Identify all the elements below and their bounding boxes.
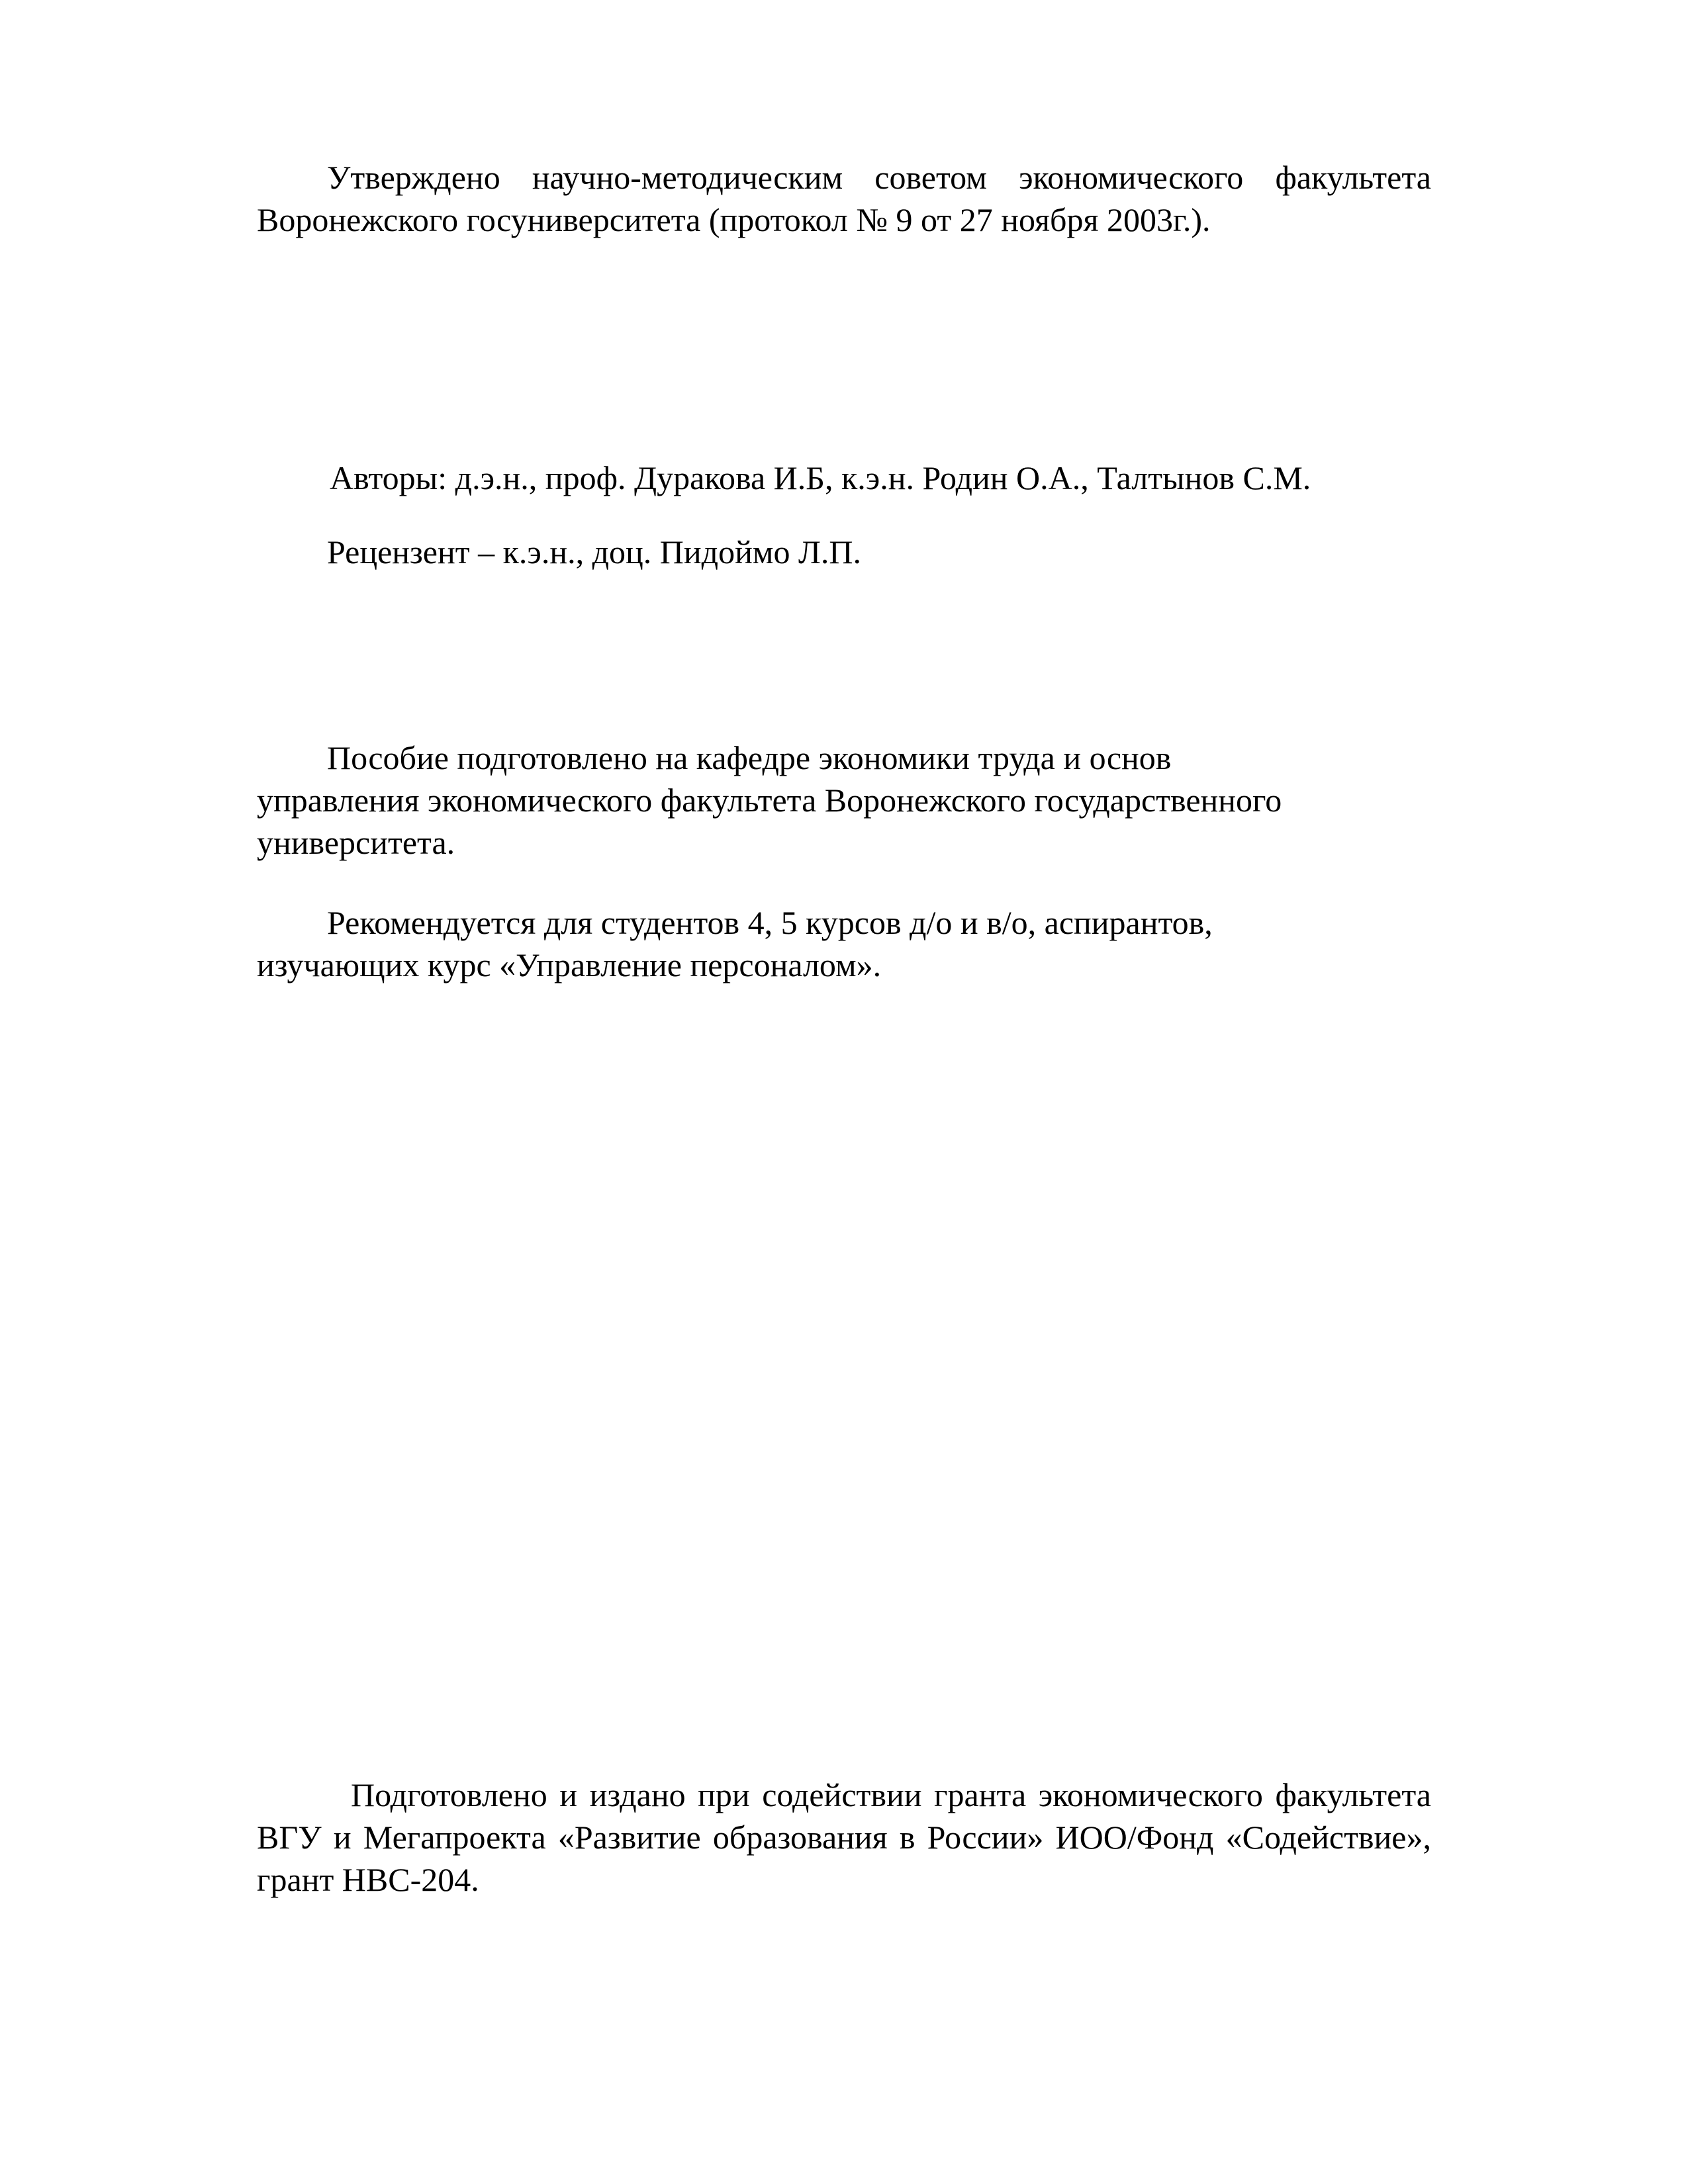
prepared-paragraph [257, 737, 1431, 864]
authors-text: Авторы: д.э.н., проф. Дуракова И.Б, к.э.н. Родин О.А., Талтынов С.М. [330, 459, 1311, 496]
reviewer-text: Рецензент – к.э.н., доц. Пидоймо Л.П. [327, 533, 862, 570]
reviewer-line [257, 531, 1431, 573]
authors-line [257, 457, 1431, 499]
prepared-line-1: Пособие подготовлено на кафедре экономики труда и основ [327, 739, 1172, 776]
approval-paragraph: Утверждено научно-методическим советом экономического факультета Воронежского госуниверситета (протокол № 9 от 27 ноября 2003г.). [257, 159, 1431, 238]
recommended-paragraph [257, 901, 1431, 986]
recommended-line-1: Рекомендуется для студентов 4, 5 курсов д/о и в/о, аспирантов, [327, 904, 1213, 941]
prepared-line-2: управления экономического факультета Воронежского государственного [257, 782, 1282, 819]
recommended-line-2: изучающих курс «Управление персоналом». [257, 946, 882, 983]
grant-paragraph: Подготовлено и издано при содействии гранта экономического факультета ВГУ и Мегапроекта «Развитие образования в России» ИОО/Фонд «Содействие», грант НВС-204. [257, 1776, 1431, 1898]
prepared-line-3: университета. [257, 824, 455, 861]
